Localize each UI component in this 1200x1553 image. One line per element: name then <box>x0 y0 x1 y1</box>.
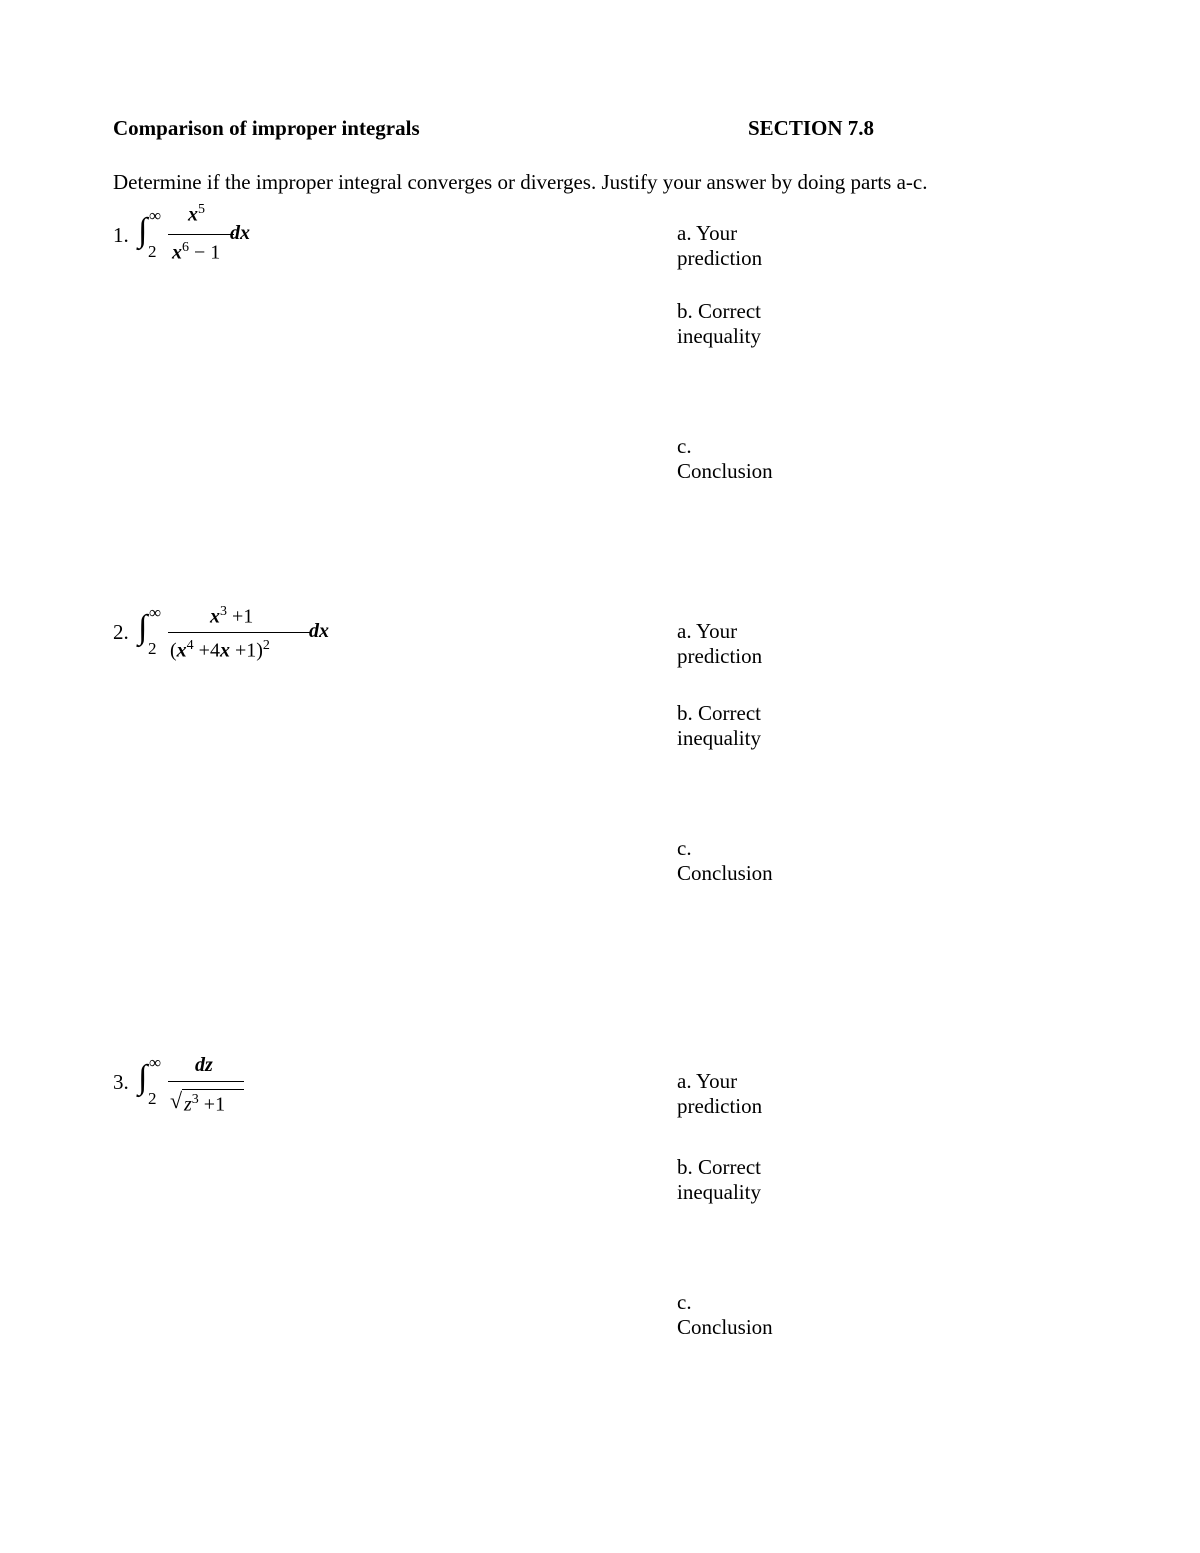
upper-limit: ∞ <box>149 1053 162 1072</box>
numerator: dz <box>195 1054 213 1076</box>
part-a-label: a. Your prediction <box>677 619 763 668</box>
upper-limit: ∞ <box>149 603 162 622</box>
radical-sign: √ <box>170 1088 183 1113</box>
numerator: $x^3 +1$ <box>210 604 254 628</box>
problem-number: 1. <box>113 223 129 247</box>
part-c-label: c. Conclusion <box>677 1290 773 1339</box>
problem-number: 2. <box>113 620 129 644</box>
section-label: SECTION 7.8 <box>748 116 875 140</box>
lower-limit: 2 <box>148 242 157 261</box>
problem-number: 3. <box>113 1070 129 1094</box>
lower-limit: 2 <box>148 639 157 658</box>
part-b-label: b. Correct inequality <box>677 1155 761 1204</box>
radical-bar <box>182 1089 244 1090</box>
integrand-fraction <box>168 200 234 270</box>
integral-sign: ∫ <box>138 1059 148 1096</box>
part-a-label: a. Your prediction <box>677 1069 763 1118</box>
part-b-label: b. Correct inequality <box>677 299 761 348</box>
fraction-bar <box>168 632 310 633</box>
integrand-fraction <box>168 600 310 672</box>
fraction-bar <box>168 1081 244 1082</box>
integral-sign: ∫ <box>138 609 148 646</box>
instructions: Determine if the improper integral converges or diverges. Justify your answer by doing parts a-c. <box>113 170 928 194</box>
integral-sign: ∫ <box>138 212 148 249</box>
part-c-label: c. Conclusion <box>677 434 773 483</box>
denominator: $(x^4 +4x +1)^2$ <box>170 638 270 662</box>
part-b-label: b. Correct inequality <box>677 701 761 750</box>
integrand-fraction <box>168 1050 246 1124</box>
lower-limit: 2 <box>148 1089 157 1108</box>
part-c-label: c. Conclusion <box>677 836 773 885</box>
upper-limit: ∞ <box>149 206 162 225</box>
denominator: $x^6 - 1$ <box>172 240 221 264</box>
fraction-bar <box>168 234 234 235</box>
differential: dx <box>309 620 329 642</box>
numerator: $x^5$ <box>188 202 205 226</box>
page-title: Comparison of improper integrals <box>113 116 420 140</box>
part-a-label: a. Your prediction <box>677 221 763 270</box>
differential: dx <box>230 222 250 244</box>
radicand: $z^3 +1$ <box>184 1092 226 1116</box>
